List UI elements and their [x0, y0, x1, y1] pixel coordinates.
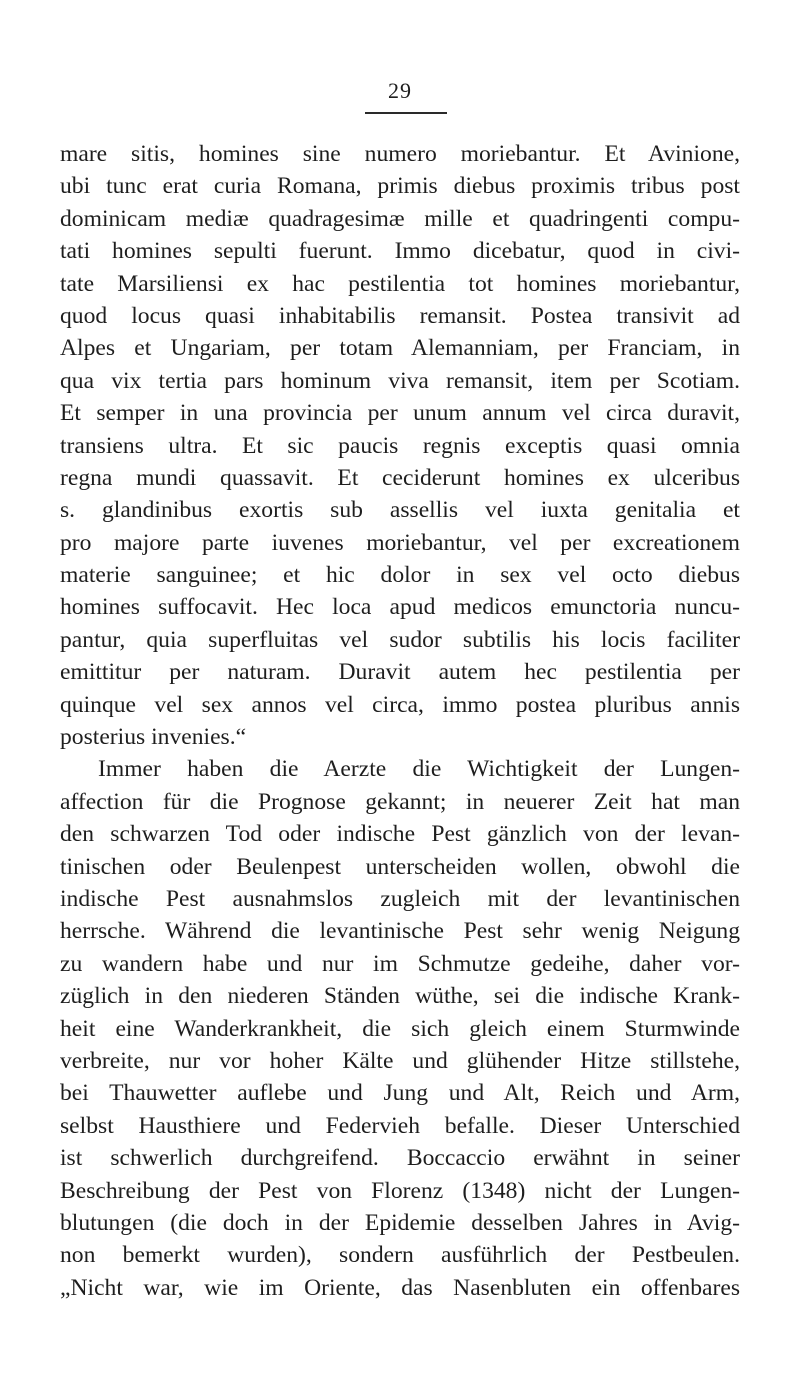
- page-number: 29: [388, 78, 412, 103]
- text-line: den schwarzen Tod oder indische Pest gänzlich von der levan-: [60, 821, 740, 848]
- text-line: tati homines sepulti fuerunt. Immo dicebatur, quod in civi-: [60, 238, 740, 265]
- text-line: pantur, quia superfluitas vel sudor subtilis his locis faciliter: [60, 626, 740, 653]
- text-line: züglich in den niederen Ständen wüthe, sei die indische Krank-: [60, 983, 740, 1010]
- text-line: quod locus quasi inhabitabilis remansit. Postea transivit ad: [60, 302, 740, 329]
- text-line: tate Marsiliensi ex hac pestilentia tot homines moriebantur,: [60, 270, 740, 297]
- text-line: s. glandinibus exortis sub assellis vel iuxta genitalia et: [60, 497, 740, 524]
- text-line: qua vix tertia pars hominum viva remansit, item per Scotiam.: [60, 367, 740, 394]
- text-line: materie sanguinee; et hic dolor in sex vel octo diebus: [60, 562, 740, 589]
- text-line: „Nicht war, wie im Oriente, das Nasenbluten ein offenbares: [60, 1274, 740, 1301]
- text-line: Alpes et Ungariam, per totam Alemanniam, per Franciam, in: [60, 335, 740, 362]
- text-line: emittitur per naturam. Duravit autem hec pestilentia per: [60, 659, 740, 686]
- text-line: mare sitis, homines sine numero moriebantur. Et Avinione,: [60, 141, 740, 167]
- text-line: ubi tunc erat curia Romana, primis diebus proximis tribus post: [60, 173, 740, 200]
- text-line: pro majore parte iuvenes moriebantur, vel per excreationem: [60, 529, 740, 556]
- text-line: regna mundi quassavit. Et ceciderunt homines ex ulceribus: [60, 464, 740, 491]
- text-line: ist schwerlich durchgreifend. Boccaccio erwähnt in seiner: [60, 1145, 740, 1172]
- text-line: Beschreibung der Pest von Florenz (1348) nicht der Lungen-: [60, 1177, 740, 1204]
- text-line: heit eine Wanderkrankheit, die sich gleich einem Sturmwinde: [60, 1015, 740, 1042]
- text-line: bei Thauwetter auflebe und Jung und Alt, Reich und Arm,: [60, 1080, 740, 1107]
- paragraph-start-line: Immer haben die Aerzte die Wichtigkeit der Lungen-: [98, 756, 740, 783]
- text-line: affection für die Prognose gekannt; in neuerer Zeit hat man: [60, 788, 740, 815]
- text-line: zu wandern habe und nur im Schmutze gedeihe, daher vor-: [60, 950, 740, 977]
- text-line: blutungen (die doch in der Epidemie desselben Jahres in Avig-: [60, 1209, 740, 1236]
- text-line: transiens ultra. Et sic paucis regnis exceptis quasi omnia: [60, 432, 740, 459]
- text-line: homines suffocavit. Hec loca apud medicos emunctoria nuncu-: [60, 594, 740, 621]
- text-line: posterius invenies.“: [60, 724, 247, 751]
- header-rule: [365, 112, 447, 114]
- text-line: indische Pest ausnahmslos zugleich mit der levantinischen: [60, 885, 740, 912]
- text-line: non bemerkt wurden), sondern ausführlich der Pestbeulen.: [60, 1242, 740, 1269]
- text-line: Et semper in una provincia per unum annum vel circa duravit,: [60, 400, 740, 427]
- body-text: [60, 138, 740, 1304]
- text-line: quinque vel sex annos vel circa, immo postea pluribus annis: [60, 691, 740, 718]
- text-line: verbreite, nur vor hoher Kälte und glühender Hitze stillstehe,: [60, 1047, 740, 1074]
- text-line: selbst Hausthiere und Federvieh befalle. Dieser Unterschied: [60, 1112, 740, 1139]
- text-line: tinischen oder Beulenpest unterscheiden wollen, obwohl die: [60, 853, 740, 880]
- text-line: herrsche. Während die levantinische Pest sehr wenig Neigung: [60, 918, 740, 945]
- text-line: dominicam mediæ quadragesimæ mille et quadringenti compu-: [60, 205, 740, 232]
